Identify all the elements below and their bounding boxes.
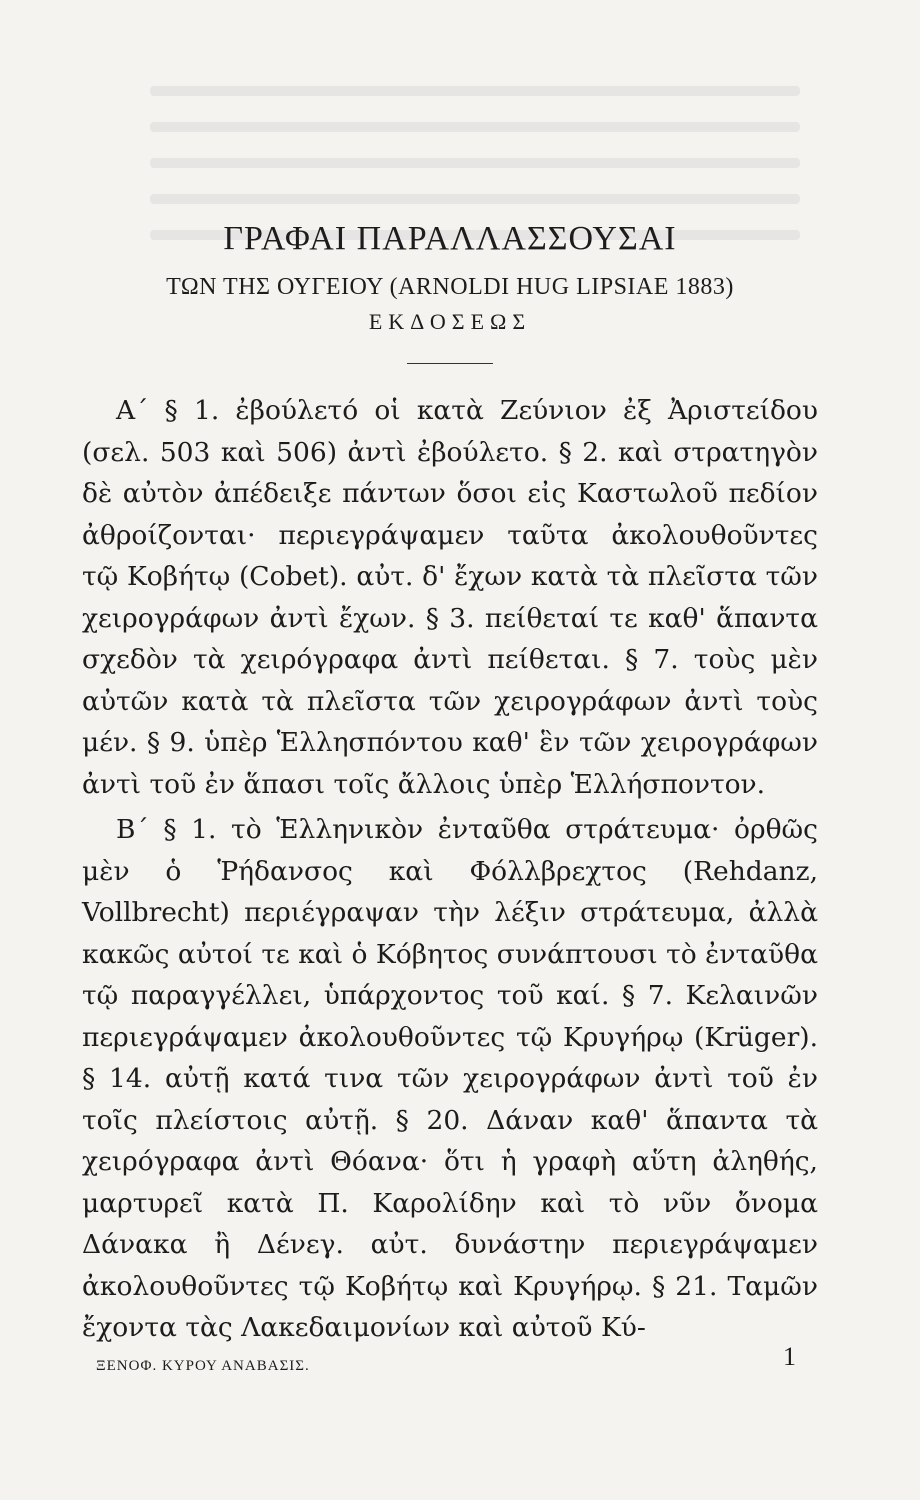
page-title: ΓΡΑΦΑΙ ΠΑΡΑΛΛΑΣΣΟΥΣΑΙ [223,220,677,257]
page-number: 1 [783,1342,796,1371]
page-content [82,220,818,1353]
page-footer [96,1342,796,1382]
running-footer-title: ΞΕΝΟΦ. ΚΥΡΟΥ ΑΝΑΒΑΣΙΣ. [96,1358,310,1374]
page-subtitle: ΤΩΝ ΤΗΣ ΟΥΓΕΙΟΥ (ARNOLDI HUG LIPSIAE 1883) [166,274,734,300]
title-divider [407,363,493,364]
paragraph-beta: Β΄ § 1. τὸ Ἑλληνικὸν ἐνταῦθα στράτευμα· ὀρθῶς μὲν ὁ Ῥήδανσος καὶ Φόλλβρεχτος (Rehdanz, Vollbrecht) περιέγραψαν τὴν λέξιν στράτευμα, ἀλλὰ κακῶς αὐτοί τε καὶ ὁ Κόβητος συνάπτουσι τὸ ἐνταῦθα τῷ παραγγέλλει, ὑπάρχοντος τοῦ καί. § 7. Κελαινῶν περιεγράψαμεν ἀκολουθοῦντες τῷ Κρυγήρῳ (Krüger). § 14. αὐτῇ κατά τινα τῶν χειρογράφων ἀντὶ τοῦ ἐν τοῖς πλείστοις αὐτῇ. § 20. Δάναν καθ' ἅπαντα τὰ χειρόγραφα ἀντὶ Θόανα· ὅτι ἡ γραφὴ αὕτη ἀληθής, μαρτυρεῖ κατὰ Π. Καρολίδην καὶ τὸ νῦν ὄνομα Δάνακα ἢ Δένεγ. αὐτ. δυνάστην περιεγράψαμεν ἀκολουθοῦντες τῷ Κοβήτῳ καὶ Κρυγήρῳ. § 21. Ταμῶν ἔχοντα τὰς Λακεδαιμονίων καὶ αὐτοῦ Κύ- [82,814,818,1343]
paragraph-alpha: Α΄ § 1. ἐβούλετό οἱ κατὰ Ζεύνιον ἐξ Ἀριστείδου (σελ. 503 καὶ 506) ἀντὶ ἐβούλετο. § 2. καὶ στρατηγὸν δὲ αὐτὸν ἀπέδειξε πάντων ὅσοι εἰς Καστωλοῦ πεδίον ἀθροίζονται· περιεγράψαμεν ταῦτα ἀκολουθοῦντες τῷ Κοβήτῳ (Cobet). αὐτ. δ' ἔχων κατὰ τὰ πλεῖστα τῶν χειρογράφων ἀντὶ ἔχων. § 3. πείθεταί τε καθ' ἅπαντα σχεδὸν τὰ χειρόγραφα ἀντὶ πείθεται. § 7. τοὺς μὲν αὐτῶν κατὰ τὰ πλεῖστα τῶν χειρογράφων ἀντὶ τοὺς μέν. § 9. ὑπὲρ Ἑλλησπόντου καθ' ἓν τῶν χειρογράφων ἀντὶ τοῦ ἐν ἅπασι τοῖς ἄλλοις ὑπὲρ Ἑλλήσποντον. [82,395,818,800]
page-subtitle-second-line: ΕΚΔΟΣΕΩΣ [368,309,532,334]
